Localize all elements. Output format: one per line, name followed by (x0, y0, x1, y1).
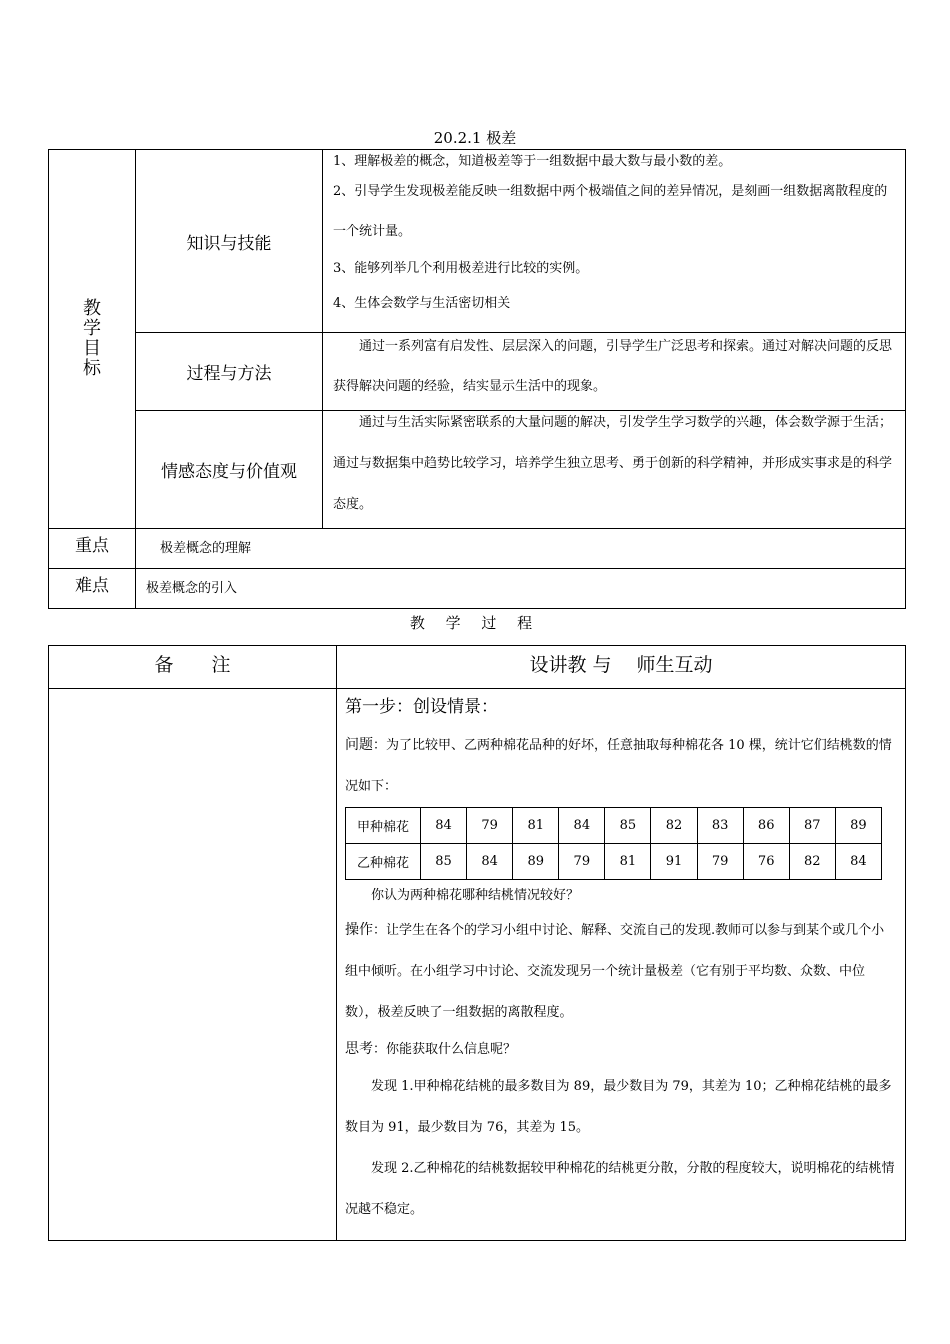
ask-text: 你认为两种棉花哪种结桃情况较好？ (371, 888, 580, 903)
table-cell: 85 (421, 844, 467, 880)
table-cell: 89 (835, 808, 881, 844)
table-cell: 84 (559, 808, 605, 844)
row-header: 甲种棉花 (346, 808, 421, 844)
think-label: 思考 (345, 1041, 373, 1057)
key-point-text: 极差概念的理解 (160, 541, 252, 556)
key-point-label: 重点 (49, 529, 136, 569)
document-title: 20.2.1 极差 (433, 129, 517, 147)
knowledge-item-4: 4、生体会数学与生活密切相关 (333, 296, 511, 311)
interaction-header: 设讲教 与 师生互动 (337, 646, 906, 689)
table-cell: 81 (605, 844, 651, 880)
process-table (48, 645, 906, 1241)
step1-heading: 第一步：创设情景： (345, 697, 498, 717)
table-cell: 89 (513, 844, 559, 880)
knowledge-item-2: 2、引导学生发现极差能反映一组数据中两个极端值之间的差异情况，是刻画一组数据离散程度的一个统计量。 (333, 184, 888, 239)
process-content (323, 333, 906, 411)
operation-paragraph (345, 910, 897, 1033)
operation-label: 操作 (345, 922, 373, 938)
notes-header: 备 注 (49, 646, 337, 689)
process-label: 过程与方法 (136, 333, 323, 411)
question-label: 问题 (345, 737, 373, 753)
objectives-label: 教学目标 (83, 298, 101, 379)
question-paragraph (345, 725, 897, 807)
step-content (337, 689, 906, 1241)
table-cell: 83 (697, 808, 743, 844)
knowledge-label: 知识与技能 (136, 150, 323, 333)
knowledge-content (323, 150, 906, 333)
notes-cell (49, 689, 337, 1241)
difficulty-text: 极差概念的引入 (146, 581, 238, 596)
table-cell: 85 (605, 808, 651, 844)
process-text: 通过一系列富有启发性、层层深入的问题，引导学生广泛思考和探索。通过对解决问题的反思获得解决问题的经验，结实显示生活中的现象。 (333, 339, 893, 394)
table-cell: 87 (789, 808, 835, 844)
cotton-data-table (345, 807, 882, 880)
question-text: ：为了比较甲、乙两种棉花品种的好坏，任意抽取每种棉花各 10 棵，统计它们结桃数的情况如下： (345, 738, 892, 794)
table-cell: 86 (743, 808, 789, 844)
objectives-table (48, 149, 906, 609)
finding-2: 发现 2.乙种棉花的结桃数据较甲种棉花的结桃更分散，分散的程度较大，说明棉花的结桃情况越不稳定。 (345, 1161, 895, 1217)
process-section-title: 教 学 过 程 (409, 614, 541, 632)
think-text: ：你能获取什么信息呢？ (373, 1042, 517, 1057)
row-header: 乙种棉花 (346, 844, 421, 880)
table-cell: 79 (467, 808, 513, 844)
table-cell: 91 (651, 844, 697, 880)
emotion-label: 情感态度与价值观 (136, 411, 323, 529)
table-row (346, 808, 882, 844)
table-cell: 84 (835, 844, 881, 880)
difficulty-content (136, 569, 906, 609)
difficulty-label: 难点 (49, 569, 136, 609)
finding-1: 发现 1.甲种棉花结桃的最多数目为 89，最少数目为 79，其差为 10；乙种棉花结桃的最多数目为 91，最少数目为 76，其差为 15。 (345, 1079, 892, 1135)
table-cell: 76 (743, 844, 789, 880)
table-cell: 84 (467, 844, 513, 880)
table-cell: 82 (789, 844, 835, 880)
table-cell: 79 (559, 844, 605, 880)
emotion-text: 通过与生活实际紧密联系的大量问题的解决，引发学生学习数学的兴趣，体会数学源于生活；通过与数据集中趋势比较学习，培养学生独立思考、勇于创新的科学精神，并形成实事求是的科学态度。 (333, 415, 893, 512)
operation-text: ：让学生在各个的学习小组中讨论、解释、交流自己的发现.教师可以参与到某个或几个小组中倾听。在小组学习中讨论、交流发现另一个统计量极差（它有别于平均数、众数、中位数），极差反映了一组数据的离散程度。 (345, 923, 885, 1020)
table-row (346, 844, 882, 880)
table-cell: 79 (697, 844, 743, 880)
emotion-content (323, 411, 906, 529)
table-cell: 82 (651, 808, 697, 844)
table-cell: 81 (513, 808, 559, 844)
objectives-label-cell (49, 150, 136, 529)
table-cell: 84 (421, 808, 467, 844)
knowledge-item-3: 3、能够列举几个利用极差进行比较的实例。 (333, 261, 589, 276)
think-paragraph (345, 1033, 897, 1066)
knowledge-item-1: 1、理解极差的概念，知道极差等于一组数据中最大数与最小数的差。 (333, 154, 732, 169)
key-point-content (136, 529, 906, 569)
